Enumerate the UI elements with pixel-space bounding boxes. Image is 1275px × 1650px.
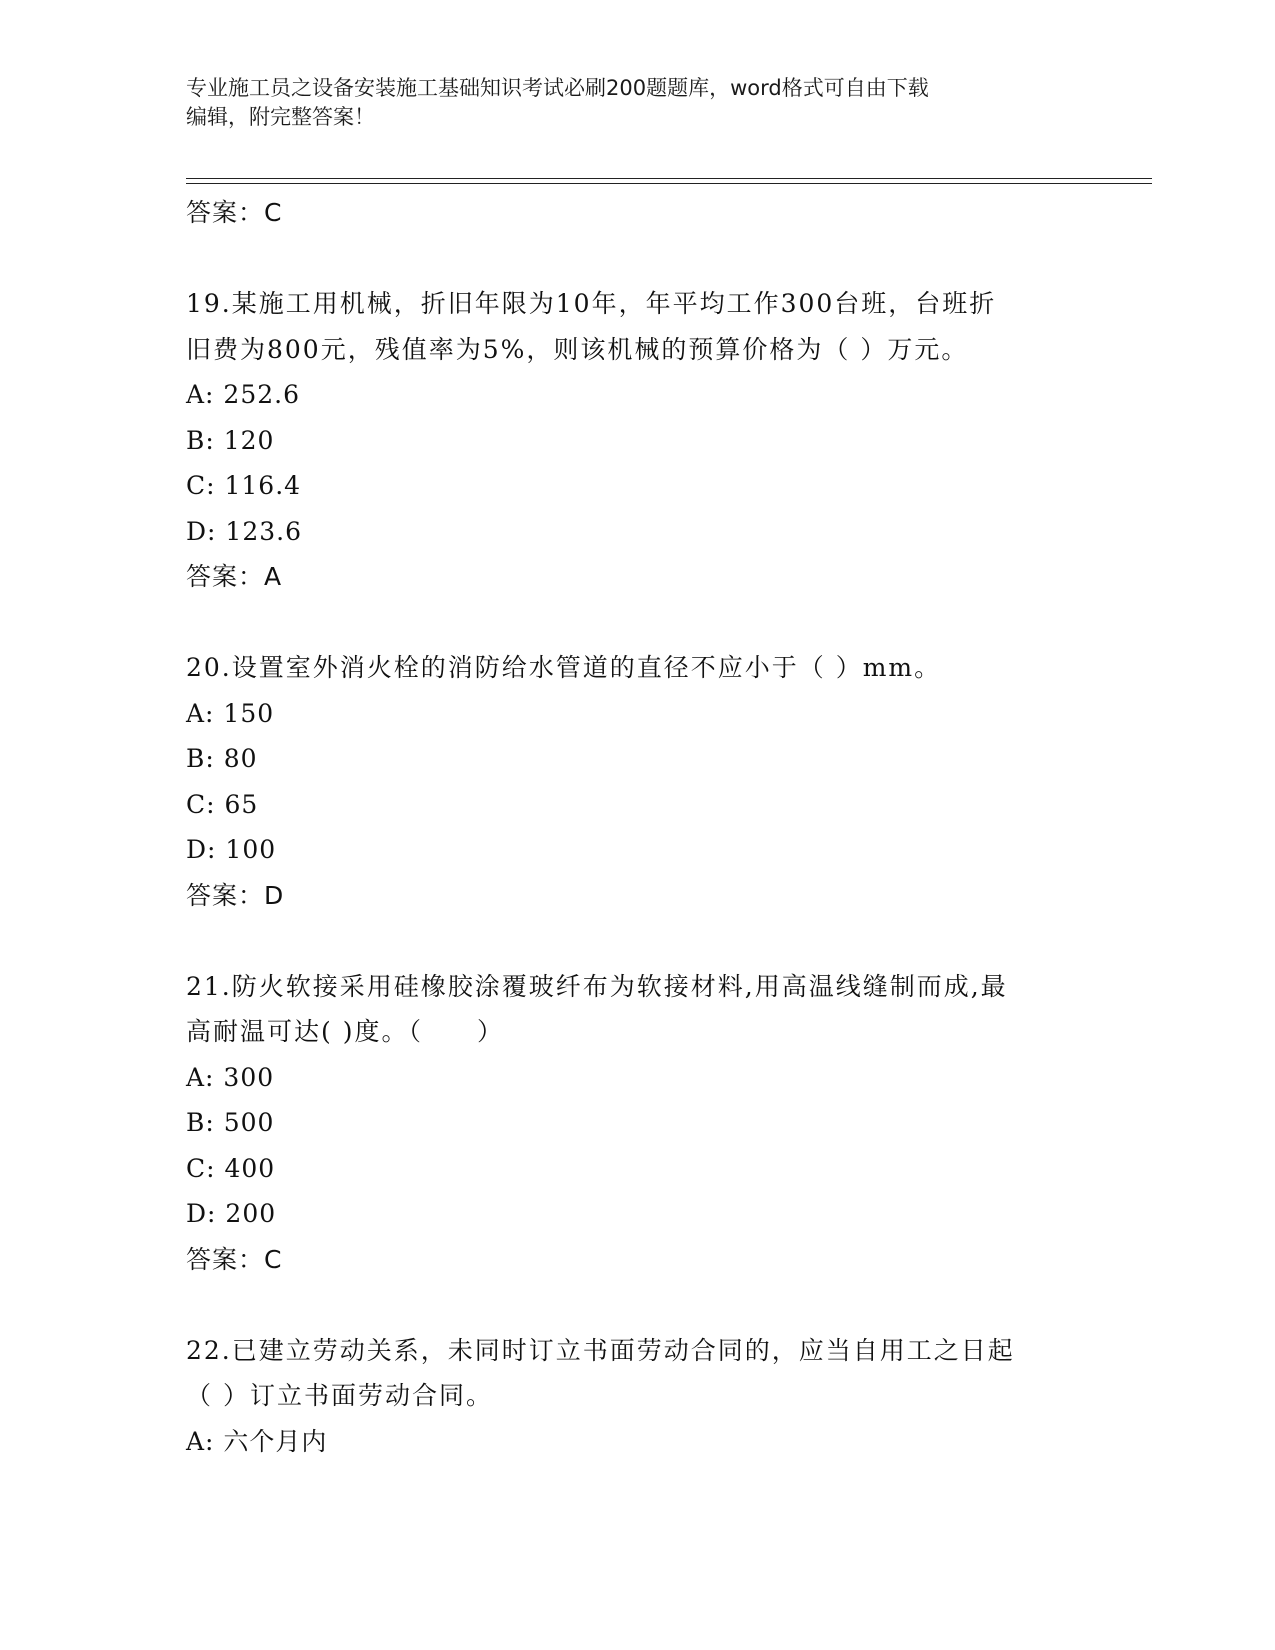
- option-a: A: 252.6: [186, 380, 300, 409]
- option-d: D: 123.6: [186, 516, 302, 546]
- question-19: [186, 281, 1086, 600]
- spacer: [186, 918, 1086, 964]
- question-20: [186, 645, 1086, 918]
- question-stem: 22.已建立劳动关系，未同时订立书面劳动合同的，应当自用工之日起: [186, 1335, 1015, 1365]
- header-double-rule: [186, 178, 1152, 184]
- question-stem: （ ）订立书面劳动合同。: [186, 1381, 493, 1410]
- option-a: A: 六个月内: [186, 1426, 328, 1456]
- question-stem: 旧费为800元，残值率为5%，则该机械的预算价格为（ ）万元。: [186, 334, 969, 364]
- page-header: [186, 74, 1086, 132]
- header-title-line-1: 专业施工员之设备安装施工基础知识考试必刷200题题库，word格式可自由下载: [186, 76, 929, 100]
- spacer: [186, 1282, 1086, 1328]
- option-b: B: 500: [186, 1108, 275, 1137]
- option-d: D: 100: [186, 835, 277, 864]
- question-stem: 20.设置室外消火栓的消防给水管道的直径不应小于（ ）mm。: [186, 653, 942, 682]
- question-stem: 21.防火软接采用硅橡胶涂覆玻纤布为软接材料,用高温线缝制而成,最: [186, 971, 1008, 1001]
- answer-line: 答案：A: [186, 562, 283, 591]
- option-c: C: 65: [186, 789, 259, 819]
- document-body: [186, 190, 1086, 1464]
- option-c: C: 400: [186, 1153, 276, 1183]
- option-a: A: 150: [186, 698, 275, 728]
- option-d: D: 200: [186, 1199, 277, 1228]
- answer-line: 答案：D: [186, 880, 285, 910]
- option-a: A: 300: [186, 1062, 275, 1092]
- answer-line: 答案：C: [186, 198, 283, 227]
- option-b: B: 120: [186, 425, 275, 455]
- answer-line: 答案：C: [186, 1244, 283, 1274]
- option-b: B: 80: [186, 744, 258, 773]
- question-stem: 高耐温可达( )度。（ ）: [186, 1017, 504, 1046]
- spacer: [186, 600, 1086, 646]
- question-stem: 19.某施工用机械，折旧年限为10年，年平均工作300台班，台班折: [186, 289, 997, 318]
- question-22: [186, 1328, 1086, 1465]
- option-c: C: 116.4: [186, 471, 302, 500]
- question-21: [186, 964, 1086, 1283]
- spacer: [186, 236, 1086, 282]
- header-title-line-2: 编辑，附完整答案！: [186, 105, 375, 129]
